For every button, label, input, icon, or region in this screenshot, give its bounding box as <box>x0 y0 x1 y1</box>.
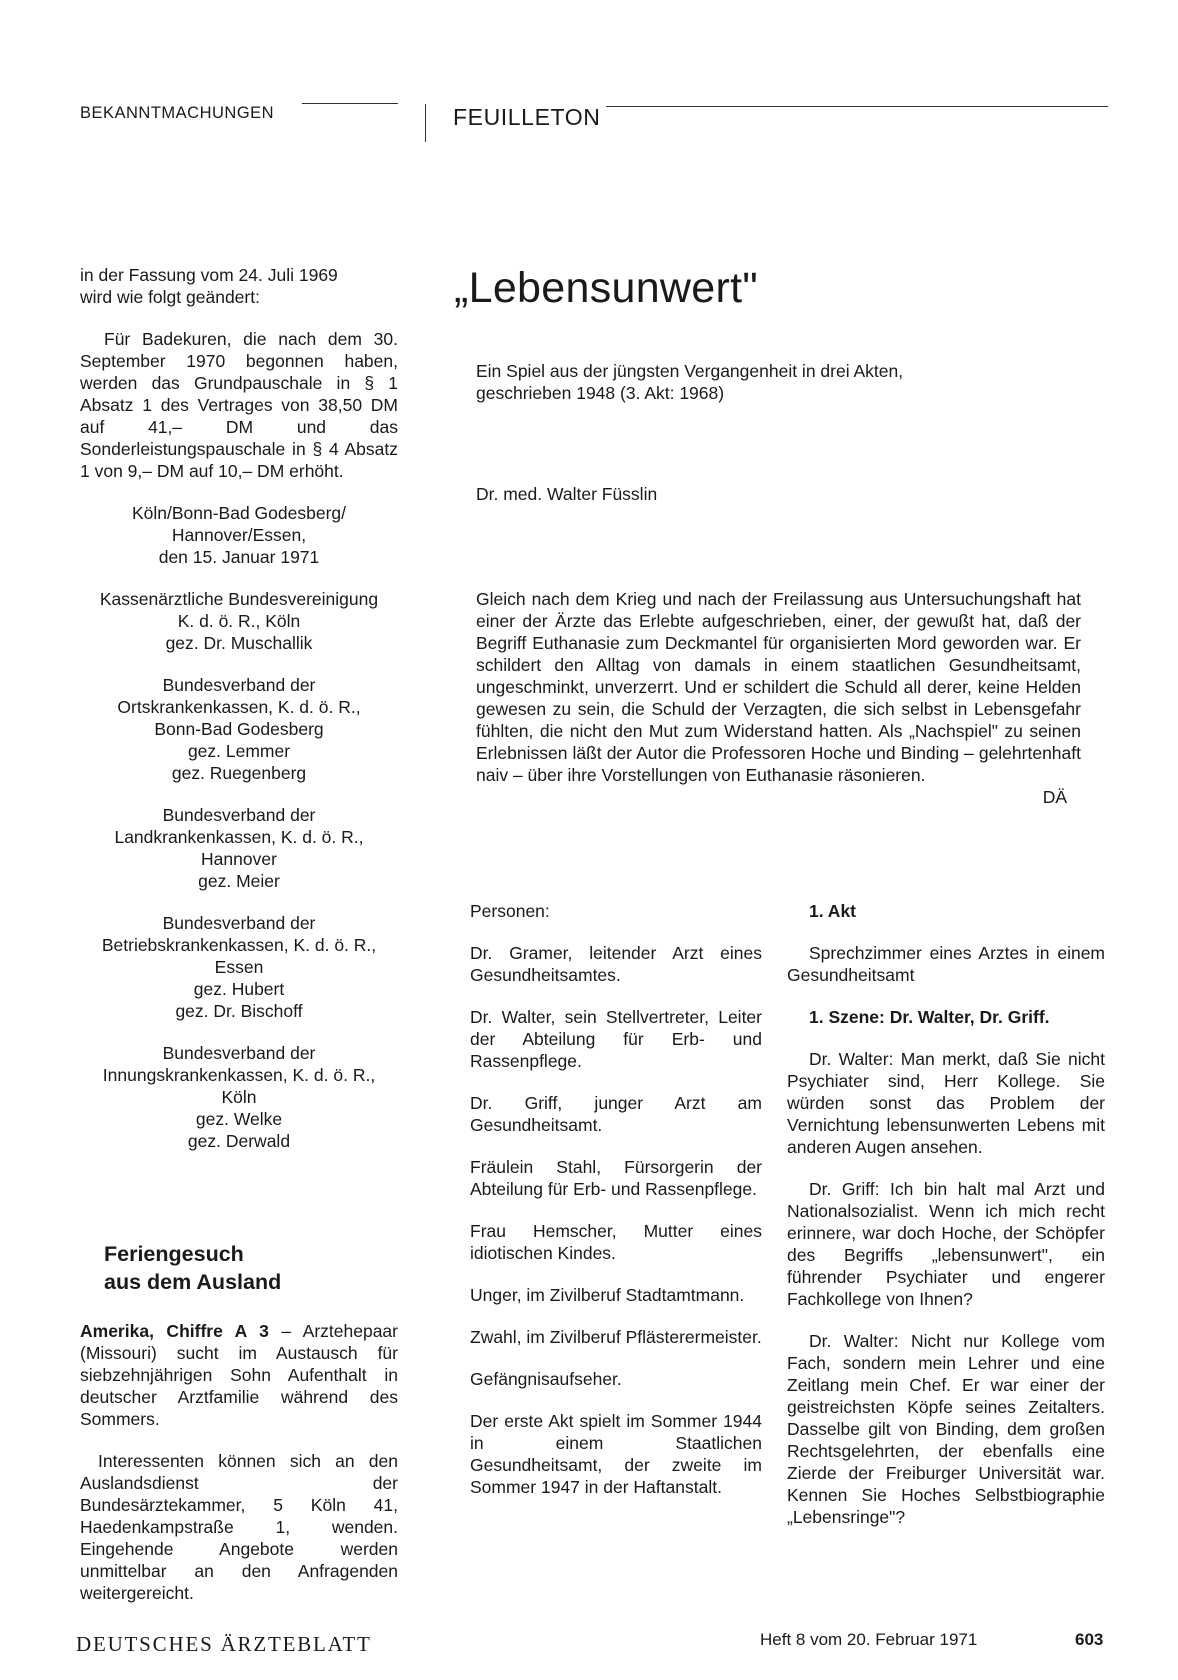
dialogue-line: Dr. Walter: Man merkt, daß Sie nicht Psychiater sind, Herr Kollege. Sie würden sonst das Problem der Vernichtung lebensunwerten Lebens mit anderen Augen ansehen. <box>787 1049 1105 1157</box>
person-entry: Dr. Griff, junger Arzt am Gesundheitsamt. <box>470 1093 762 1135</box>
journal-name: DEUTSCHES ÄRZTEBLATT <box>76 1632 372 1656</box>
scene-heading: 1. Szene: Dr. Walter, Dr. Griff. <box>809 1007 1050 1027</box>
ferien-paragraph <box>80 1320 398 1430</box>
place-date-line: Hannover/Essen, <box>171 525 307 545</box>
signatory-block <box>80 674 398 784</box>
signatory-line: gez. Lemmer <box>187 741 291 761</box>
act-heading: 1. Akt <box>809 901 857 921</box>
place-date <box>80 502 398 568</box>
person-entry: Zwahl, im Zivilberuf Pflästerermeister. <box>470 1327 762 1347</box>
ferien-heading-line: Feriengesuch <box>104 1242 244 1266</box>
act-setting-note: Der erste Akt spielt im Sommer 1944 in einem Staatlichen Gesundheitsamt, der zweite im Sommer 1947 in der Haftanstalt. <box>470 1411 762 1497</box>
signatory-line: Ortskrankenkassen, K. d. ö. R., <box>117 697 361 717</box>
section-label-bekanntmachungen: BEKANNTMACHUNGEN <box>80 104 275 122</box>
header-rule-right <box>606 106 1108 107</box>
signatory-block <box>80 1042 398 1152</box>
announcement-column <box>80 264 398 1152</box>
article-intro <box>476 588 1081 808</box>
intro-signature-row <box>476 786 1081 808</box>
ferien-heading <box>104 1240 384 1296</box>
signatory-line: gez. Ruegenberg <box>171 763 307 783</box>
signatory-line: Bundesverband der <box>162 805 316 825</box>
ferien-lead: Amerika, Chiffre A 3 <box>80 1321 269 1341</box>
signatory-line: Bonn-Bad Godesberg <box>154 719 324 739</box>
person-entry: Dr. Walter, sein Stellvertreter, Leiter der Abteilung für Erb- und Rassenpflege. <box>470 1007 762 1071</box>
signatory-block <box>80 912 398 1022</box>
article-subtitle <box>476 360 1036 404</box>
place-date-line: Köln/Bonn-Bad Godesberg/ <box>131 503 347 523</box>
intro-signature: DÄ <box>1042 787 1067 807</box>
act-setting: Sprechzimmer eines Arztes in einem Gesundheitsamt <box>787 943 1105 985</box>
article-author: Dr. med. Walter Füsslin <box>476 484 658 504</box>
signatory-line: Hannover <box>201 849 277 869</box>
page-number: 603 <box>1075 1630 1104 1649</box>
signatory-line: Innungskrankenkassen, K. d. ö. R., <box>102 1065 376 1085</box>
subtitle-line: geschrieben 1948 (3. Akt: 1968) <box>476 383 725 403</box>
signatory-line: gez. Dr. Bischoff <box>175 1001 303 1021</box>
signatory-block <box>80 804 398 892</box>
announcement-intro <box>80 264 398 308</box>
signatory-line: Betriebskrankenkassen, K. d. ö. R., <box>101 935 377 955</box>
dialogue-line: Dr. Griff: Ich bin halt mal Arzt und Nationalsozialist. Wenn ich mich recht erinnere, war doch Hoche, der Schöpfer des Begriffs „lebensunwert", ein führender Psychiater und engerer Fachkollege von Ihnen? <box>787 1179 1105 1309</box>
signatory-line: Köln <box>221 1087 257 1107</box>
issue-info: Heft 8 vom 20. Februar 1971 <box>760 1630 978 1649</box>
signatory-line: Bundesverband der <box>162 913 316 933</box>
person-entry: Frau Hemscher, Mutter eines idiotischen Kindes. <box>470 1221 762 1263</box>
header-rule-left <box>302 103 398 104</box>
ferien-heading-line: aus dem Ausland <box>104 1270 282 1294</box>
signatory-line: K. d. ö. R., Köln <box>177 611 301 631</box>
intro-text: Gleich nach dem Krieg und nach der Freilassung aus Untersuchungshaft hat einer der Ärzte das Erlebte aufgeschrieben, einer, der gewußt hat, daß der Begriff Euthanasie zum Deckmantel für organisierten Mord geworden war. Er schildert den Alltag von damals in einem staatlichen Gesundheitsamt, ungeschminkt, unverzerrt. Und er schildert die Schuld all derer, keine Helden gewesen zu sein, die Schuld der Verzagten, die sich selbst in Lebensgefahr fühlten, die nicht den Mut zum Widerstand hatten. Als „Nachspiel" zu seinen Erlebnissen läßt der Autor die Professoren Hoche und Binding – gelehrtenhaft naiv – über ihre Vorstellungen von Euthanasie räsonieren. <box>476 589 1081 785</box>
person-entry: Dr. Gramer, leitender Arzt eines Gesundheitsamtes. <box>470 943 762 985</box>
signatory-line: gez. Derwald <box>187 1131 291 1151</box>
signatory-line: gez. Dr. Muschallik <box>165 633 313 653</box>
amendment-text: Für Badekuren, die nach dem 30. September 1970 begonnen haben, werden das Grundpauschale in § 1 Absatz 1 des Vertrages von 38,50 DM auf 41,– DM und das Sonderleistungspauschale in § 4 Absatz 1 von 9,– DM auf 10,– DM erhöht. <box>80 329 398 481</box>
signatory-line: Essen <box>214 957 264 977</box>
act-one-column <box>787 900 1105 1528</box>
ferien-paragraph: Interessenten können sich an den Auslandsdienst der Bundesärztekammer, 5 Köln 41, Haedenkampstraße 1, wenden. Eingehende Angebote werden unmittelbar an den Anfragenden weitergereicht. <box>80 1451 398 1603</box>
signatory-block <box>80 588 398 654</box>
personen-heading: Personen: <box>470 901 550 921</box>
person-entry: Gefängnisaufseher. <box>470 1369 622 1389</box>
article-title: „Lebensunwert" <box>454 264 758 312</box>
place-date-line: den 15. Januar 1971 <box>158 547 320 567</box>
dialogue-line: Dr. Walter: Nicht nur Kollege vom Fach, sondern mein Lehrer und eine Zeitlang mein Chef. Er war einer der geistreichsten Köpfe seines Zeitalters. Dasselbe gilt von Binding, dem großen Rechtsgelehrten, der ebenfalls eine Zierde der Freiburger Universität war. Kennen Sie Hoches Selbstbiographie „Lebensringe"? <box>787 1331 1105 1527</box>
ferien-text <box>80 1320 398 1604</box>
signatory-line: gez. Hubert <box>193 979 285 999</box>
personen-column <box>470 900 762 1498</box>
section-label-feuilleton: FEUILLETON <box>453 104 601 130</box>
signatory-line: gez. Welke <box>195 1109 283 1129</box>
signatory-line: Kassenärztliche Bundesvereinigung <box>99 589 379 609</box>
person-entry: Fräulein Stahl, Fürsorgerin der Abteilung für Erb- und Rassenpflege. <box>470 1157 762 1199</box>
signatory-line: Landkrankenkassen, K. d. ö. R., <box>114 827 364 847</box>
person-entry: Unger, im Zivilberuf Stadtamtmann. <box>470 1285 745 1305</box>
subtitle-line: Ein Spiel aus der jüngsten Vergangenheit in drei Akten, <box>476 361 904 381</box>
column-divider <box>425 104 426 142</box>
signatory-line: Bundesverband der <box>162 1043 316 1063</box>
announcement-intro-line: wird wie folgt geändert: <box>80 287 260 307</box>
signatory-line: Bundesverband der <box>162 675 316 695</box>
ferien-body: – Arztehepaar (Missouri) sucht im Austausch für siebzehnjährigen Sohn Aufenthalt in deutscher Arztfamilie während des Sommers. <box>80 1321 398 1429</box>
signatory-line: gez. Meier <box>198 871 280 891</box>
announcement-intro-line: in der Fassung vom 24. Juli 1969 <box>80 265 338 285</box>
